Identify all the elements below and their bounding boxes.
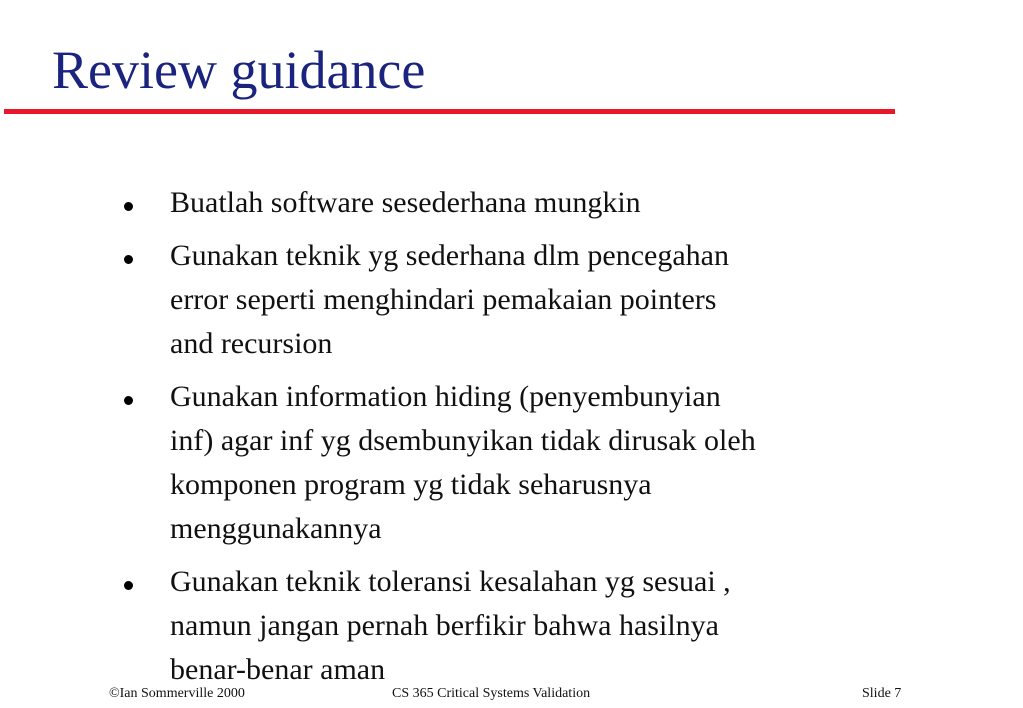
bullet-item <box>116 181 906 225</box>
bullet-dot-icon <box>124 255 133 264</box>
bullet-line: inf) agar inf yg dsembunyikan tidak dirusak oleh <box>170 424 756 457</box>
bullet-text <box>170 181 906 225</box>
bullet-text <box>170 560 906 692</box>
slide-title: Review guidance <box>52 40 426 100</box>
bullet-line: menggunakannya <box>170 512 382 545</box>
footer-course-title: CS 365 Critical Systems Validation <box>392 686 591 701</box>
bullet-dot-icon <box>124 581 133 590</box>
bullet-line: komponen program yg tidak seharusnya <box>170 468 652 501</box>
bullet-line: Buatlah software sesederhana mungkin <box>170 186 641 219</box>
bullet-line: Gunakan information hiding (penyembunyian <box>170 380 721 413</box>
footer-copyright: ©Ian Sommerville 2000 <box>109 686 245 701</box>
bullet-line: and recursion <box>170 327 333 360</box>
bullet-text <box>170 234 906 366</box>
bullet-line: error seperti menghindari pemakaian pointers <box>170 283 717 316</box>
bullet-line: Gunakan teknik yg sederhana dlm pencegahan <box>170 239 729 272</box>
footer-slide-number: Slide 7 <box>862 686 902 701</box>
bullet-line: namun jangan pernah berfikir bahwa hasilnya <box>170 609 719 642</box>
bullet-text <box>170 375 906 551</box>
title-underline-rule <box>4 109 895 114</box>
bullet-item <box>116 560 906 692</box>
bullet-list <box>116 181 906 701</box>
bullet-line: Gunakan teknik toleransi kesalahan yg sesuai , <box>170 565 731 598</box>
bullet-item <box>116 375 906 551</box>
bullet-item <box>116 234 906 366</box>
bullet-dot-icon <box>124 396 133 405</box>
bullet-line: benar-benar aman <box>170 653 386 686</box>
bullet-dot-icon <box>124 202 133 211</box>
